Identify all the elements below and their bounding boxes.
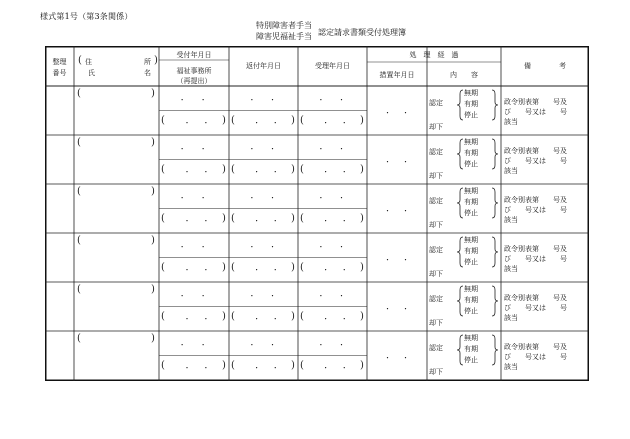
date-dot: ・ xyxy=(317,243,325,251)
date-bracket-close: ) xyxy=(222,164,226,175)
date-dot: ・ xyxy=(322,119,330,127)
date-dot: ・ xyxy=(202,168,210,176)
remark-line1: 政令別表第 号及 xyxy=(504,343,567,351)
date-bracket-open: ( xyxy=(300,115,304,126)
date-dot: ・ xyxy=(317,145,325,153)
address-bracket-open: ( xyxy=(77,186,81,197)
address-bracket-open: ( xyxy=(77,137,81,148)
date-dot: ・ xyxy=(183,315,191,323)
date-dot: ・ xyxy=(338,243,346,251)
option-stop: 停止 xyxy=(464,307,478,315)
date-dot: ・ xyxy=(271,364,279,372)
date-bracket-close: ) xyxy=(291,115,295,126)
header-office-resubmit: （再提出） xyxy=(176,77,212,85)
action-date-dot: ・ xyxy=(402,206,409,215)
date-dot: ・ xyxy=(178,243,186,251)
content-reject: 却下 xyxy=(429,319,443,327)
date-dot: ・ xyxy=(248,243,256,251)
option-stop: 停止 xyxy=(464,258,478,266)
page-title: 認定請求書類受付処理簿 xyxy=(318,28,406,37)
header-office: 福祉事務所 xyxy=(176,67,212,75)
date-dot: ・ xyxy=(183,266,191,274)
remark-line1: 政令別表第 号及 xyxy=(504,98,567,106)
remark-line3: 該当 xyxy=(504,265,518,273)
remark-line1: 政令別表第 号及 xyxy=(504,294,567,302)
content-approve: 認定 xyxy=(429,197,443,205)
date-dot: ・ xyxy=(183,168,191,176)
date-dot: ・ xyxy=(253,266,261,274)
date-dot: ・ xyxy=(253,168,261,176)
option-stop: 停止 xyxy=(464,111,478,119)
date-bracket-close: ) xyxy=(360,115,364,126)
date-bracket-open: ( xyxy=(231,360,235,371)
option-stop: 停止 xyxy=(464,160,478,168)
date-dot: ・ xyxy=(322,217,330,225)
content-reject: 却下 xyxy=(429,123,443,131)
content-reject: 却下 xyxy=(429,221,443,229)
date-dot: ・ xyxy=(340,266,348,274)
remark-line3: 該当 xyxy=(504,118,518,126)
option-brace-left xyxy=(457,90,463,120)
remark-line3: 該当 xyxy=(504,314,518,322)
action-date-dot: ・ xyxy=(402,108,409,117)
date-dot: ・ xyxy=(202,315,210,323)
option-term: 有期 xyxy=(464,247,478,255)
date-dot: ・ xyxy=(253,119,261,127)
option-brace-right xyxy=(492,237,498,267)
date-bracket-close: ) xyxy=(222,115,226,126)
remark-line2: び 号又は 号 xyxy=(504,304,567,312)
date-bracket-open: ( xyxy=(231,164,235,175)
date-dot: ・ xyxy=(269,145,277,153)
date-dot: ・ xyxy=(317,292,325,300)
remark-line2: び 号又は 号 xyxy=(504,353,567,361)
action-date-dot: ・ xyxy=(384,353,391,362)
date-dot: ・ xyxy=(317,96,325,104)
date-bracket-open: ( xyxy=(231,213,235,224)
title-line-special: 特別障害者手当 xyxy=(256,21,312,30)
remark-line1: 政令別表第 号及 xyxy=(504,196,567,204)
address-bracket-open: ( xyxy=(77,284,81,295)
date-bracket-close: ) xyxy=(222,360,226,371)
date-dot: ・ xyxy=(340,119,348,127)
date-dot: ・ xyxy=(248,145,256,153)
date-bracket-open: ( xyxy=(161,262,165,273)
date-dot: ・ xyxy=(199,341,207,349)
date-bracket-close: ) xyxy=(360,164,364,175)
option-none: 無期 xyxy=(464,334,478,342)
option-brace-right xyxy=(492,188,498,218)
date-dot: ・ xyxy=(271,217,279,225)
date-bracket-open: ( xyxy=(300,164,304,175)
date-dot: ・ xyxy=(202,119,210,127)
date-dot: ・ xyxy=(340,217,348,225)
date-dot: ・ xyxy=(340,168,348,176)
date-bracket-open: ( xyxy=(161,213,165,224)
option-none: 無期 xyxy=(464,236,478,244)
content-approve: 認定 xyxy=(429,99,443,107)
action-date-dot: ・ xyxy=(402,304,409,313)
date-dot: ・ xyxy=(338,341,346,349)
date-bracket-close: ) xyxy=(291,164,295,175)
option-term: 有期 xyxy=(464,149,478,157)
date-bracket-close: ) xyxy=(222,311,226,322)
date-bracket-close: ) xyxy=(360,213,364,224)
header-accept: 受理年月日 xyxy=(315,62,350,70)
header-action-date: 措置年月日 xyxy=(379,71,415,79)
date-dot: ・ xyxy=(178,341,186,349)
action-date-dot: ・ xyxy=(402,255,409,264)
option-term: 有期 xyxy=(464,100,478,108)
action-date-dot: ・ xyxy=(384,108,391,117)
date-dot: ・ xyxy=(183,119,191,127)
date-bracket-open: ( xyxy=(300,262,304,273)
remark-line1: 政令別表第 号及 xyxy=(504,245,567,253)
date-dot: ・ xyxy=(317,341,325,349)
date-dot: ・ xyxy=(248,341,256,349)
date-dot: ・ xyxy=(271,168,279,176)
remark-line2: び 号又は 号 xyxy=(504,108,567,116)
date-dot: ・ xyxy=(322,364,330,372)
remark-line3: 該当 xyxy=(504,216,518,224)
date-bracket-open: ( xyxy=(161,164,165,175)
date-dot: ・ xyxy=(271,315,279,323)
date-dot: ・ xyxy=(248,96,256,104)
date-bracket-close: ) xyxy=(222,262,226,273)
date-bracket-open: ( xyxy=(231,311,235,322)
title-line-child: 障害児福祉手当 xyxy=(256,32,312,41)
date-dot: ・ xyxy=(322,315,330,323)
date-bracket-open: ( xyxy=(161,360,165,371)
date-dot: ・ xyxy=(322,168,330,176)
date-dot: ・ xyxy=(202,364,210,372)
date-dot: ・ xyxy=(322,266,330,274)
content-reject: 却下 xyxy=(429,172,443,180)
date-dot: ・ xyxy=(338,292,346,300)
date-dot: ・ xyxy=(338,194,346,202)
option-brace-right xyxy=(492,335,498,365)
date-bracket-open: ( xyxy=(300,360,304,371)
action-date-dot: ・ xyxy=(384,304,391,313)
date-bracket-close: ) xyxy=(360,360,364,371)
date-dot: ・ xyxy=(340,315,348,323)
header-content: 内 容 xyxy=(450,71,478,79)
date-dot: ・ xyxy=(340,364,348,372)
address-bracket-close: ) xyxy=(151,235,155,246)
date-bracket-close: ) xyxy=(291,360,295,371)
date-dot: ・ xyxy=(317,194,325,202)
date-dot: ・ xyxy=(338,96,346,104)
content-approve: 認定 xyxy=(429,246,443,254)
title-stack xyxy=(256,20,312,42)
action-date-dot: ・ xyxy=(402,157,409,166)
option-stop: 停止 xyxy=(464,356,478,364)
action-date-dot: ・ xyxy=(384,255,391,264)
content-approve: 認定 xyxy=(429,344,443,352)
date-dot: ・ xyxy=(248,194,256,202)
option-none: 無期 xyxy=(464,138,478,146)
date-dot: ・ xyxy=(199,194,207,202)
register-table xyxy=(45,46,589,381)
date-bracket-open: ( xyxy=(300,311,304,322)
option-term: 有期 xyxy=(464,345,478,353)
address-bracket-open: ( xyxy=(77,333,81,344)
option-term: 有期 xyxy=(464,198,478,206)
content-reject: 却下 xyxy=(429,368,443,376)
date-dot: ・ xyxy=(269,96,277,104)
action-date-dot: ・ xyxy=(384,157,391,166)
date-dot: ・ xyxy=(269,194,277,202)
header-address: 住 所 xyxy=(85,58,151,66)
content-approve: 認定 xyxy=(429,295,443,303)
header-process: 処 理 経 過 xyxy=(409,51,459,59)
date-dot: ・ xyxy=(199,96,207,104)
date-dot: ・ xyxy=(199,243,207,251)
option-none: 無期 xyxy=(464,187,478,195)
option-brace-left xyxy=(457,335,463,365)
date-bracket-open: ( xyxy=(231,262,235,273)
content-reject: 却下 xyxy=(429,270,443,278)
header-number-line2: 番号 xyxy=(52,69,67,77)
date-dot: ・ xyxy=(253,315,261,323)
option-brace-left xyxy=(457,139,463,169)
option-term: 有期 xyxy=(464,296,478,304)
date-dot: ・ xyxy=(199,145,207,153)
option-brace-right xyxy=(492,286,498,316)
remark-line3: 該当 xyxy=(504,363,518,371)
header-remarks: 備 考 xyxy=(524,62,566,70)
remark-line1: 政令別表第 号及 xyxy=(504,147,567,155)
option-brace-right xyxy=(492,90,498,120)
option-brace-right xyxy=(492,139,498,169)
remark-line2: び 号又は 号 xyxy=(504,255,567,263)
date-bracket-open: ( xyxy=(161,115,165,126)
remark-line2: び 号又は 号 xyxy=(504,157,567,165)
address-bracket-close: ) xyxy=(151,186,155,197)
remark-line2: び 号又は 号 xyxy=(504,206,567,214)
date-bracket-open: ( xyxy=(161,311,165,322)
date-bracket-open: ( xyxy=(231,115,235,126)
date-dot: ・ xyxy=(183,364,191,372)
date-dot: ・ xyxy=(338,145,346,153)
header-receipt: 受付年月日 xyxy=(176,51,212,59)
header-address-bracket-close: ) xyxy=(154,55,158,66)
address-bracket-close: ) xyxy=(151,333,155,344)
date-dot: ・ xyxy=(183,217,191,225)
action-date-dot: ・ xyxy=(384,206,391,215)
date-dot: ・ xyxy=(269,341,277,349)
form-label: 様式第1号（第3条関係） xyxy=(40,12,133,21)
header-number-line1: 整理 xyxy=(52,58,67,66)
content-approve: 認定 xyxy=(429,148,443,156)
date-dot: ・ xyxy=(271,266,279,274)
date-bracket-close: ) xyxy=(291,213,295,224)
option-brace-left xyxy=(457,188,463,218)
date-bracket-open: ( xyxy=(300,213,304,224)
address-bracket-close: ) xyxy=(151,137,155,148)
address-bracket-open: ( xyxy=(77,88,81,99)
option-none: 無期 xyxy=(464,89,478,97)
option-none: 無期 xyxy=(464,285,478,293)
date-dot: ・ xyxy=(178,292,186,300)
option-brace-left xyxy=(457,286,463,316)
date-dot: ・ xyxy=(178,96,186,104)
remark-line3: 該当 xyxy=(504,167,518,175)
header-name: 氏 名 xyxy=(88,69,151,77)
date-bracket-close: ) xyxy=(360,262,364,273)
date-bracket-close: ) xyxy=(222,213,226,224)
date-bracket-close: ) xyxy=(360,311,364,322)
date-bracket-close: ) xyxy=(291,262,295,273)
option-stop: 停止 xyxy=(464,209,478,217)
date-dot: ・ xyxy=(271,119,279,127)
header-address-bracket-open: ( xyxy=(78,55,82,66)
date-dot: ・ xyxy=(253,364,261,372)
action-date-dot: ・ xyxy=(402,353,409,362)
date-dot: ・ xyxy=(269,243,277,251)
option-brace-left xyxy=(457,237,463,267)
address-bracket-open: ( xyxy=(77,235,81,246)
header-return: 返付年月日 xyxy=(246,62,281,70)
date-dot: ・ xyxy=(199,292,207,300)
date-dot: ・ xyxy=(178,145,186,153)
date-dot: ・ xyxy=(202,266,210,274)
date-dot: ・ xyxy=(248,292,256,300)
date-dot: ・ xyxy=(178,194,186,202)
address-bracket-close: ) xyxy=(151,88,155,99)
address-bracket-close: ) xyxy=(151,284,155,295)
date-dot: ・ xyxy=(269,292,277,300)
date-dot: ・ xyxy=(253,217,261,225)
date-bracket-close: ) xyxy=(291,311,295,322)
date-dot: ・ xyxy=(202,217,210,225)
